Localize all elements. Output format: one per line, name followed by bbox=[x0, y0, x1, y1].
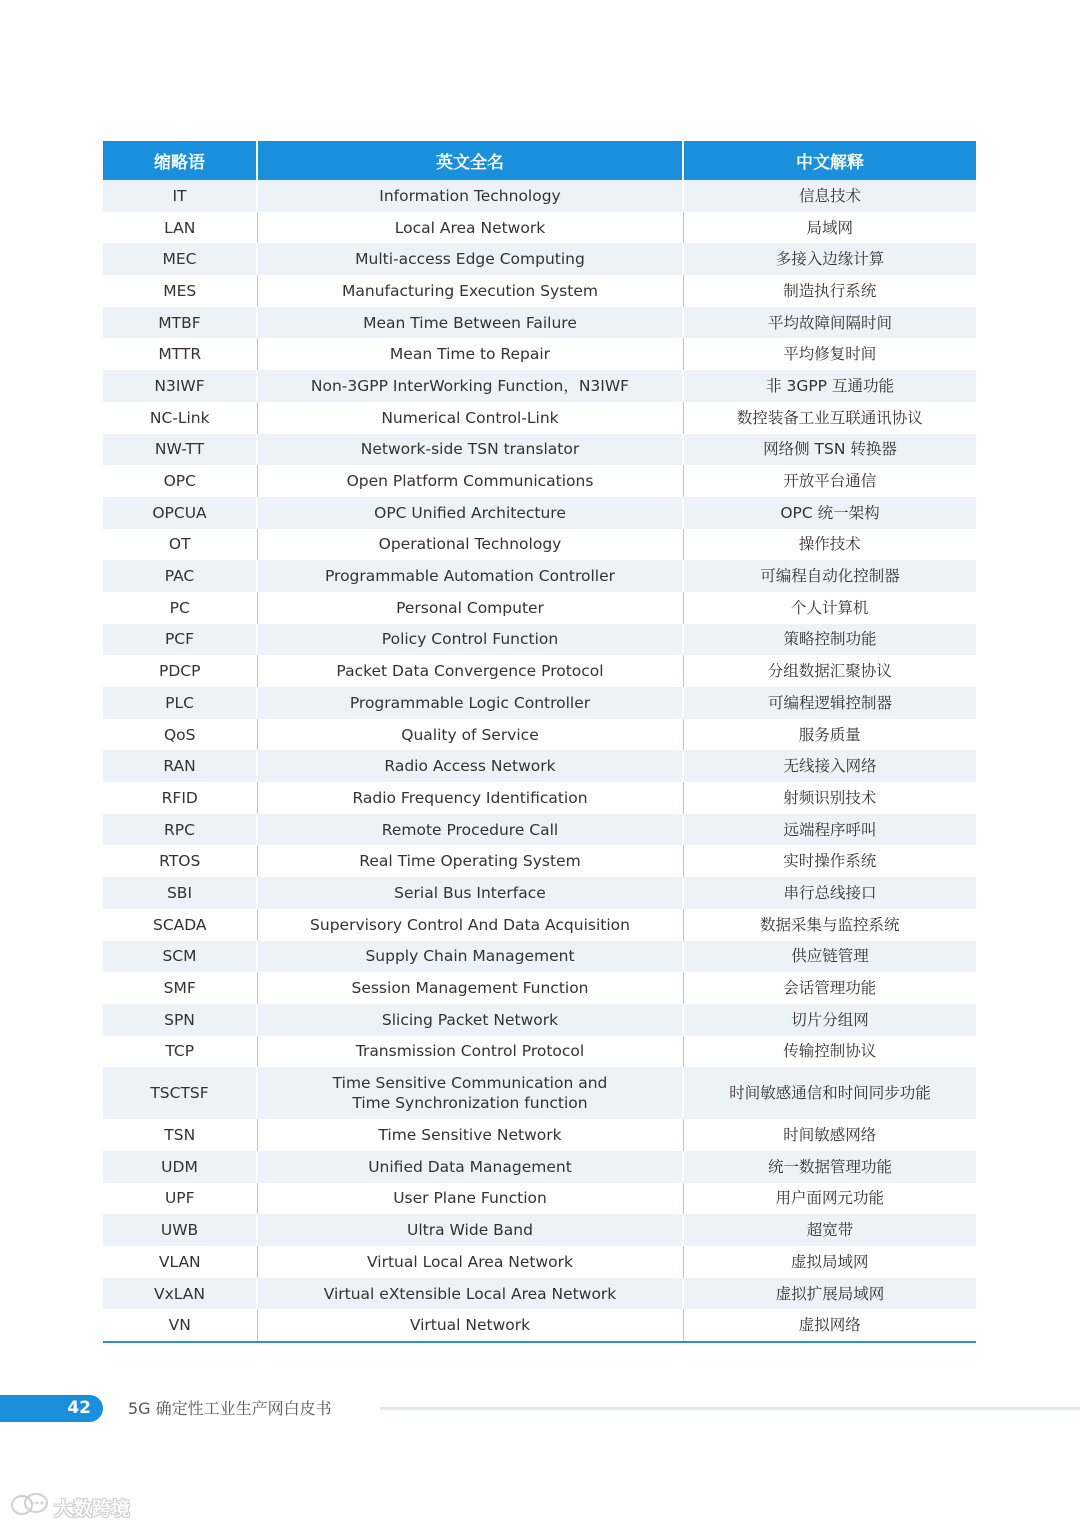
table-row bbox=[103, 1278, 976, 1310]
abbreviation-cell: PC bbox=[103, 592, 257, 624]
abbreviation-cell: N3IWF bbox=[103, 370, 257, 402]
english-name-cell: Time Sensitive Communication and Time Synchronization function bbox=[257, 1067, 683, 1119]
abbreviation-cell: SPN bbox=[103, 1004, 257, 1036]
abbreviation-cell: QoS bbox=[103, 719, 257, 751]
chinese-meaning-cell: 统一数据管理功能 bbox=[683, 1151, 976, 1183]
table-row bbox=[103, 655, 976, 687]
table-row bbox=[103, 1183, 976, 1215]
english-name-cell: Mean Time Between Failure bbox=[257, 307, 683, 339]
abbreviation-cell: MTTR bbox=[103, 338, 257, 370]
abbreviation-cell: RTOS bbox=[103, 845, 257, 877]
abbreviation-cell: UDM bbox=[103, 1151, 257, 1183]
english-name-cell: User Plane Function bbox=[257, 1183, 683, 1215]
table-row bbox=[103, 624, 976, 656]
watermark-label: 大数跨境 bbox=[54, 1497, 131, 1520]
english-name-cell: OPC Unified Architecture bbox=[257, 497, 683, 529]
english-name-cell: Manufacturing Execution System bbox=[257, 275, 683, 307]
table-row bbox=[103, 338, 976, 370]
table-row bbox=[103, 1246, 976, 1278]
chinese-meaning-cell: 多接入边缘计算 bbox=[683, 243, 976, 275]
abbreviation-cell: VN bbox=[103, 1309, 257, 1342]
watermark bbox=[10, 1492, 130, 1522]
chinese-meaning-cell: 非 3GPP 互通功能 bbox=[683, 370, 976, 402]
english-name-cell: Information Technology bbox=[257, 180, 683, 212]
chinese-meaning-cell: 无线接入网络 bbox=[683, 750, 976, 782]
abbreviation-cell: SCADA bbox=[103, 909, 257, 941]
table-row bbox=[103, 1067, 976, 1119]
table-row bbox=[103, 1119, 976, 1151]
table-row bbox=[103, 972, 976, 1004]
english-name-cell: Numerical Control-Link bbox=[257, 402, 683, 434]
header-abbreviation: 缩略语 bbox=[103, 141, 257, 180]
abbreviation-cell: PLC bbox=[103, 687, 257, 719]
abbreviation-cell: MTBF bbox=[103, 307, 257, 339]
english-name-cell: Session Management Function bbox=[257, 972, 683, 1004]
english-name-cell: Serial Bus Interface bbox=[257, 877, 683, 909]
table-row bbox=[103, 560, 976, 592]
english-name-cell: Unified Data Management bbox=[257, 1151, 683, 1183]
table-row bbox=[103, 1151, 976, 1183]
abbreviation-cell: NW-TT bbox=[103, 434, 257, 466]
document-title: 5G 确定性工业生产网白皮书 bbox=[128, 1399, 332, 1418]
abbreviation-cell: VLAN bbox=[103, 1246, 257, 1278]
chinese-meaning-cell: 制造执行系统 bbox=[683, 275, 976, 307]
page-number: 42 bbox=[0, 1395, 103, 1422]
chinese-meaning-cell: 时间敏感通信和时间同步功能 bbox=[683, 1067, 976, 1119]
table-row bbox=[103, 592, 976, 624]
english-name-cell: Virtual Network bbox=[257, 1309, 683, 1342]
chinese-meaning-cell: 串行总线接口 bbox=[683, 877, 976, 909]
table-row bbox=[103, 465, 976, 497]
chinese-meaning-cell: 虚拟局域网 bbox=[683, 1246, 976, 1278]
chinese-meaning-cell: 可编程自动化控制器 bbox=[683, 560, 976, 592]
english-name-cell: Open Platform Communications bbox=[257, 465, 683, 497]
chinese-meaning-cell: 时间敏感网络 bbox=[683, 1119, 976, 1151]
table-row bbox=[103, 497, 976, 529]
chinese-meaning-cell: 射频识别技术 bbox=[683, 782, 976, 814]
english-name-cell: Operational Technology bbox=[257, 529, 683, 561]
english-name-cell: Programmable Logic Controller bbox=[257, 687, 683, 719]
english-name-cell: Ultra Wide Band bbox=[257, 1214, 683, 1246]
english-name-cell: Virtual eXtensible Local Area Network bbox=[257, 1278, 683, 1310]
chinese-meaning-cell: OPC 统一架构 bbox=[683, 497, 976, 529]
footer-divider bbox=[380, 1407, 1080, 1410]
english-name-cell: Time Sensitive Network bbox=[257, 1119, 683, 1151]
abbreviation-cell: NC-Link bbox=[103, 402, 257, 434]
chinese-meaning-cell: 会话管理功能 bbox=[683, 972, 976, 1004]
abbreviation-cell: PCF bbox=[103, 624, 257, 656]
table-header-row bbox=[103, 141, 976, 180]
chinese-meaning-cell: 开放平台通信 bbox=[683, 465, 976, 497]
table-row bbox=[103, 1036, 976, 1068]
abbreviation-cell: VxLAN bbox=[103, 1278, 257, 1310]
table-row bbox=[103, 180, 976, 212]
abbreviation-cell: IT bbox=[103, 180, 257, 212]
english-name-cell: Slicing Packet Network bbox=[257, 1004, 683, 1036]
english-name-cell: Non-3GPP InterWorking Function，N3IWF bbox=[257, 370, 683, 402]
abbreviation-cell: LAN bbox=[103, 212, 257, 244]
chat-bubbles-icon bbox=[10, 1492, 50, 1522]
english-name-cell: Packet Data Convergence Protocol bbox=[257, 655, 683, 687]
chinese-meaning-cell: 切片分组网 bbox=[683, 1004, 976, 1036]
english-name-cell: Personal Computer bbox=[257, 592, 683, 624]
english-name-cell: Mean Time to Repair bbox=[257, 338, 683, 370]
chinese-meaning-cell: 分组数据汇聚协议 bbox=[683, 655, 976, 687]
chinese-meaning-cell: 实时操作系统 bbox=[683, 845, 976, 877]
header-chinese-meaning: 中文解释 bbox=[683, 141, 976, 180]
table-row bbox=[103, 529, 976, 561]
chinese-meaning-cell: 操作技术 bbox=[683, 529, 976, 561]
header-english-name: 英文全名 bbox=[257, 141, 683, 180]
table-row bbox=[103, 275, 976, 307]
english-name-cell: Radio Access Network bbox=[257, 750, 683, 782]
english-name-cell: Supply Chain Management bbox=[257, 941, 683, 973]
table-row bbox=[103, 909, 976, 941]
english-name-cell: Programmable Automation Controller bbox=[257, 560, 683, 592]
english-name-cell: Multi-access Edge Computing bbox=[257, 243, 683, 275]
english-name-cell: Virtual Local Area Network bbox=[257, 1246, 683, 1278]
abbreviation-cell: PDCP bbox=[103, 655, 257, 687]
abbreviation-table bbox=[103, 141, 976, 1343]
english-name-cell: Policy Control Function bbox=[257, 624, 683, 656]
table-row bbox=[103, 307, 976, 339]
chinese-meaning-cell: 个人计算机 bbox=[683, 592, 976, 624]
abbreviation-cell: TCP bbox=[103, 1036, 257, 1068]
abbreviation-cell: RAN bbox=[103, 750, 257, 782]
chinese-meaning-cell: 平均修复时间 bbox=[683, 338, 976, 370]
table-row bbox=[103, 719, 976, 751]
chinese-meaning-cell: 服务质量 bbox=[683, 719, 976, 751]
chinese-meaning-cell: 网络侧 TSN 转换器 bbox=[683, 434, 976, 466]
chinese-meaning-cell: 用户面网元功能 bbox=[683, 1183, 976, 1215]
abbreviation-cell: SBI bbox=[103, 877, 257, 909]
chinese-meaning-cell: 传输控制协议 bbox=[683, 1036, 976, 1068]
english-name-cell: Local Area Network bbox=[257, 212, 683, 244]
chinese-meaning-cell: 数控装备工业互联通讯协议 bbox=[683, 402, 976, 434]
chinese-meaning-cell: 数据采集与监控系统 bbox=[683, 909, 976, 941]
abbreviation-cell: SMF bbox=[103, 972, 257, 1004]
chinese-meaning-cell: 平均故障间隔时间 bbox=[683, 307, 976, 339]
table-row bbox=[103, 212, 976, 244]
table-row bbox=[103, 243, 976, 275]
table-row bbox=[103, 782, 976, 814]
abbreviation-cell: RFID bbox=[103, 782, 257, 814]
table-row bbox=[103, 1214, 976, 1246]
abbreviation-cell: OPCUA bbox=[103, 497, 257, 529]
abbreviation-cell: UPF bbox=[103, 1183, 257, 1215]
abbreviation-cell: OPC bbox=[103, 465, 257, 497]
chinese-meaning-cell: 可编程逻辑控制器 bbox=[683, 687, 976, 719]
english-name-cell: Real Time Operating System bbox=[257, 845, 683, 877]
table-row bbox=[103, 687, 976, 719]
table-row bbox=[103, 941, 976, 973]
chinese-meaning-cell: 局域网 bbox=[683, 212, 976, 244]
table-row bbox=[103, 434, 976, 466]
abbreviation-cell: SCM bbox=[103, 941, 257, 973]
chinese-meaning-cell: 虚拟网络 bbox=[683, 1309, 976, 1342]
table-row bbox=[103, 814, 976, 846]
english-name-cell: Supervisory Control And Data Acquisition bbox=[257, 909, 683, 941]
chinese-meaning-cell: 超宽带 bbox=[683, 1214, 976, 1246]
table-row bbox=[103, 877, 976, 909]
chinese-meaning-cell: 供应链管理 bbox=[683, 941, 976, 973]
abbreviation-cell: MEC bbox=[103, 243, 257, 275]
abbreviation-cell: TSN bbox=[103, 1119, 257, 1151]
english-name-cell: Radio Frequency Identification bbox=[257, 782, 683, 814]
table-row bbox=[103, 1309, 976, 1342]
chinese-meaning-cell: 虚拟扩展局域网 bbox=[683, 1278, 976, 1310]
table-body bbox=[103, 180, 976, 1342]
abbreviation-cell: RPC bbox=[103, 814, 257, 846]
table-row bbox=[103, 1004, 976, 1036]
chinese-meaning-cell: 信息技术 bbox=[683, 180, 976, 212]
english-name-cell: Quality of Service bbox=[257, 719, 683, 751]
english-name-cell: Network-side TSN translator bbox=[257, 434, 683, 466]
table-row bbox=[103, 845, 976, 877]
table-row bbox=[103, 402, 976, 434]
abbreviation-cell: PAC bbox=[103, 560, 257, 592]
table-row bbox=[103, 750, 976, 782]
english-name-cell: Remote Procedure Call bbox=[257, 814, 683, 846]
abbreviation-cell: MES bbox=[103, 275, 257, 307]
english-name-cell: Transmission Control Protocol bbox=[257, 1036, 683, 1068]
chinese-meaning-cell: 远端程序呼叫 bbox=[683, 814, 976, 846]
abbreviation-cell: OT bbox=[103, 529, 257, 561]
chinese-meaning-cell: 策略控制功能 bbox=[683, 624, 976, 656]
abbreviation-cell: UWB bbox=[103, 1214, 257, 1246]
abbreviation-cell: TSCTSF bbox=[103, 1067, 257, 1119]
table-row bbox=[103, 370, 976, 402]
